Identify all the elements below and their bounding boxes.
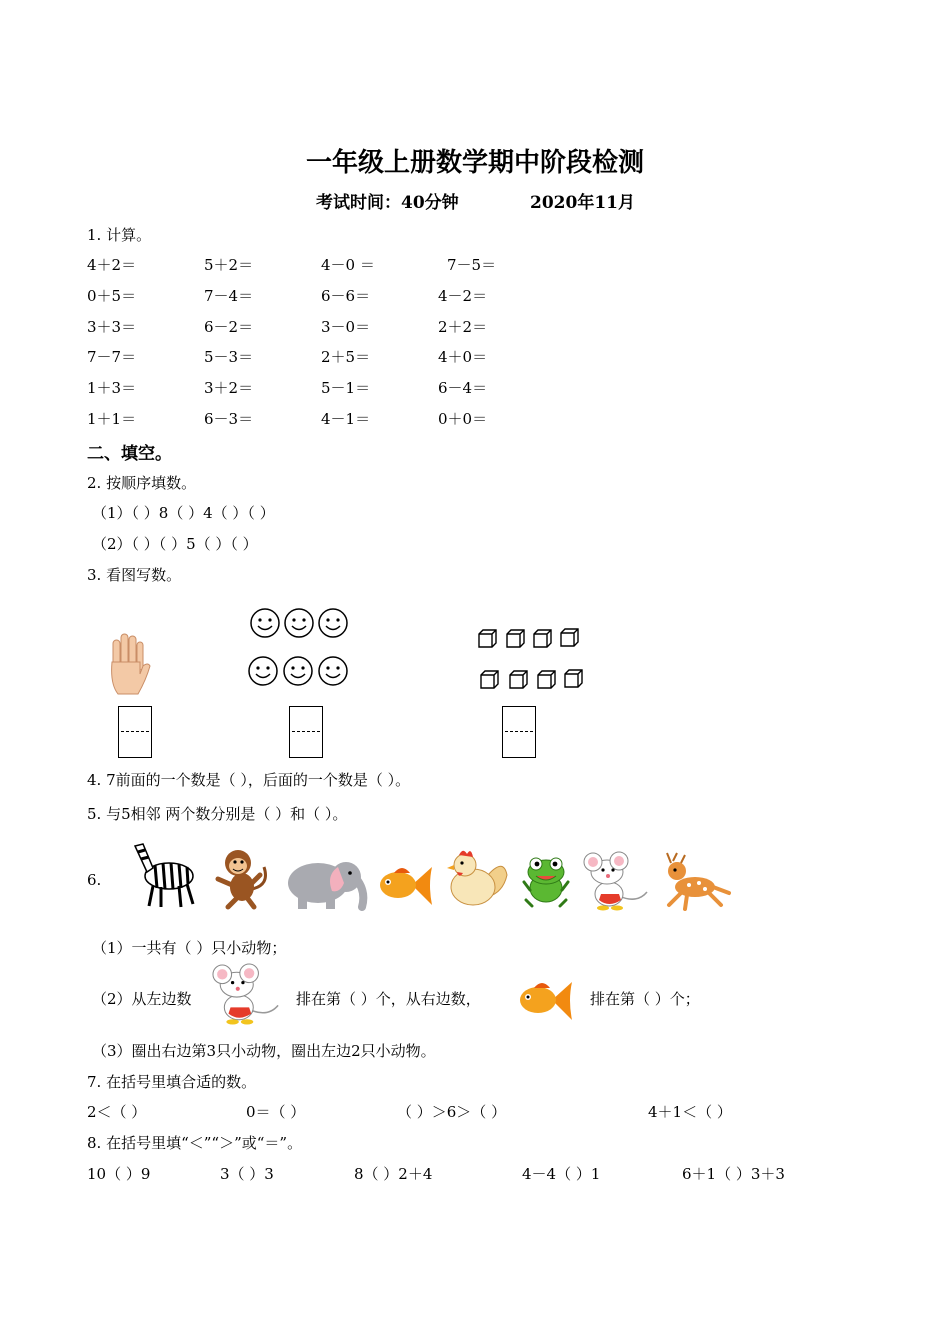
answer-box-smileys[interactable] [289, 706, 323, 758]
hen-icon [443, 845, 511, 909]
cube-icon [563, 668, 584, 689]
q8-item-1: 10（ ）9 [87, 1165, 151, 1183]
q1-expression: 1＋1＝ [87, 410, 137, 428]
q7-item-4: 4＋1＜（ ） [648, 1103, 732, 1121]
q6-sub-2a: （2）从左边数 [92, 990, 192, 1008]
q1-expression: 0＋5＝ [87, 287, 137, 305]
q5-text: 5. 与5相邻 两个数分别是（ ）和（ ）。 [87, 805, 348, 823]
q6-label: 6. [87, 871, 102, 889]
q8-item-5: 6＋1（ ）3＋3 [682, 1165, 785, 1183]
q2-line-1: （1）（ ）8（ ）4（ ）（ ） [92, 504, 275, 522]
deer-icon [659, 851, 731, 911]
smiley-face-icon [282, 655, 314, 687]
q7-item-3: （ ）＞6＞（ ） [397, 1103, 507, 1121]
hand-icon [100, 632, 156, 698]
q1-expression: 4－1＝ [321, 410, 371, 428]
q1-expression: 7－5＝ [447, 256, 497, 274]
smiley-face-icon [247, 655, 279, 687]
smiley-face-icon [283, 607, 315, 639]
mouse-icon [579, 852, 651, 912]
exam-date: 2020年11月 [530, 193, 635, 213]
q2-line-2: （2）（ ）（ ）5（ ）（ ） [92, 535, 258, 553]
q7-item-1: 2＜（ ） [87, 1103, 147, 1121]
q7-label: 7. 在括号里填合适的数。 [87, 1073, 257, 1091]
q8-item-2: 3（ ）3 [220, 1165, 274, 1183]
q1-expression: 6－3＝ [204, 410, 254, 428]
exam-time: 考试时间：40分钟 [316, 193, 459, 213]
goldfish-icon [516, 974, 576, 1026]
q1-expression: 5＋2＝ [204, 256, 254, 274]
q3-label: 3. 看图写数。 [87, 566, 182, 584]
mouse-icon [206, 964, 284, 1026]
answer-box-cubes[interactable] [502, 706, 536, 758]
q1-expression: 2＋2＝ [438, 318, 488, 336]
q1-expression: 5－3＝ [204, 348, 254, 366]
q1-expression: 1＋3＝ [87, 379, 137, 397]
q1-expression: 4－0 ＝ [321, 256, 375, 274]
q1-expression: 4＋0＝ [438, 348, 488, 366]
frog-icon [520, 852, 572, 910]
answer-box-hand[interactable] [118, 706, 152, 758]
section-2-heading: 二、填空。 [87, 444, 172, 464]
zebra-icon [125, 838, 200, 910]
q2-label: 2. 按顺序填数。 [87, 474, 197, 492]
page-title: 一年级上册数学期中阶段检测 [305, 148, 644, 178]
q1-expression: 3＋2＝ [204, 379, 254, 397]
cube-icon [536, 669, 557, 690]
q8-item-4: 4－4（ ）1 [522, 1165, 601, 1183]
smiley-face-icon [317, 655, 349, 687]
goldfish-icon [376, 859, 436, 911]
q4-text: 4. 7前面的一个数是（ ），后面的一个数是（ ）。 [87, 771, 411, 789]
q6-sub-1: （1）一共有（ ）只小动物； [92, 939, 287, 957]
q1-expression: 0＋0＝ [438, 410, 488, 428]
q1-expression: 6－4＝ [438, 379, 488, 397]
q1-label: 1. 计算。 [87, 226, 152, 244]
q1-expression: 3＋3＝ [87, 318, 137, 336]
q1-expression: 4＋2＝ [87, 256, 137, 274]
q8-item-3: 8（ ）2＋4 [354, 1165, 433, 1183]
cube-icon [508, 669, 529, 690]
monkey-icon [208, 845, 272, 909]
cube-icon [477, 628, 498, 649]
q1-expression: 5－1＝ [321, 379, 371, 397]
q8-label: 8. 在括号里填“＜”“＞”或“＝”。 [87, 1134, 303, 1152]
q6-sub-3: （3）圈出右边第3只小动物，圈出左边2只小动物。 [92, 1042, 436, 1060]
q1-expression: 4－2＝ [438, 287, 488, 305]
cube-icon [479, 669, 500, 690]
q1-expression: 7－4＝ [204, 287, 254, 305]
smiley-face-icon [317, 607, 349, 639]
q1-expression: 3－0＝ [321, 318, 371, 336]
cube-icon [532, 628, 553, 649]
q6-sub-2b: 排在第（ ）个，从右边数， [296, 990, 481, 1008]
q1-expression: 6－6＝ [321, 287, 371, 305]
q1-expression: 6－2＝ [204, 318, 254, 336]
smiley-face-icon [249, 607, 281, 639]
q1-expression: 7－7＝ [87, 348, 137, 366]
cube-icon [559, 627, 580, 648]
q6-sub-2c: 排在第（ ）个； [590, 990, 700, 1008]
q7-item-2: 0＝（ ） [246, 1103, 306, 1121]
cube-icon [505, 628, 526, 649]
q1-expression: 2＋5＝ [321, 348, 371, 366]
elephant-icon [282, 853, 370, 911]
